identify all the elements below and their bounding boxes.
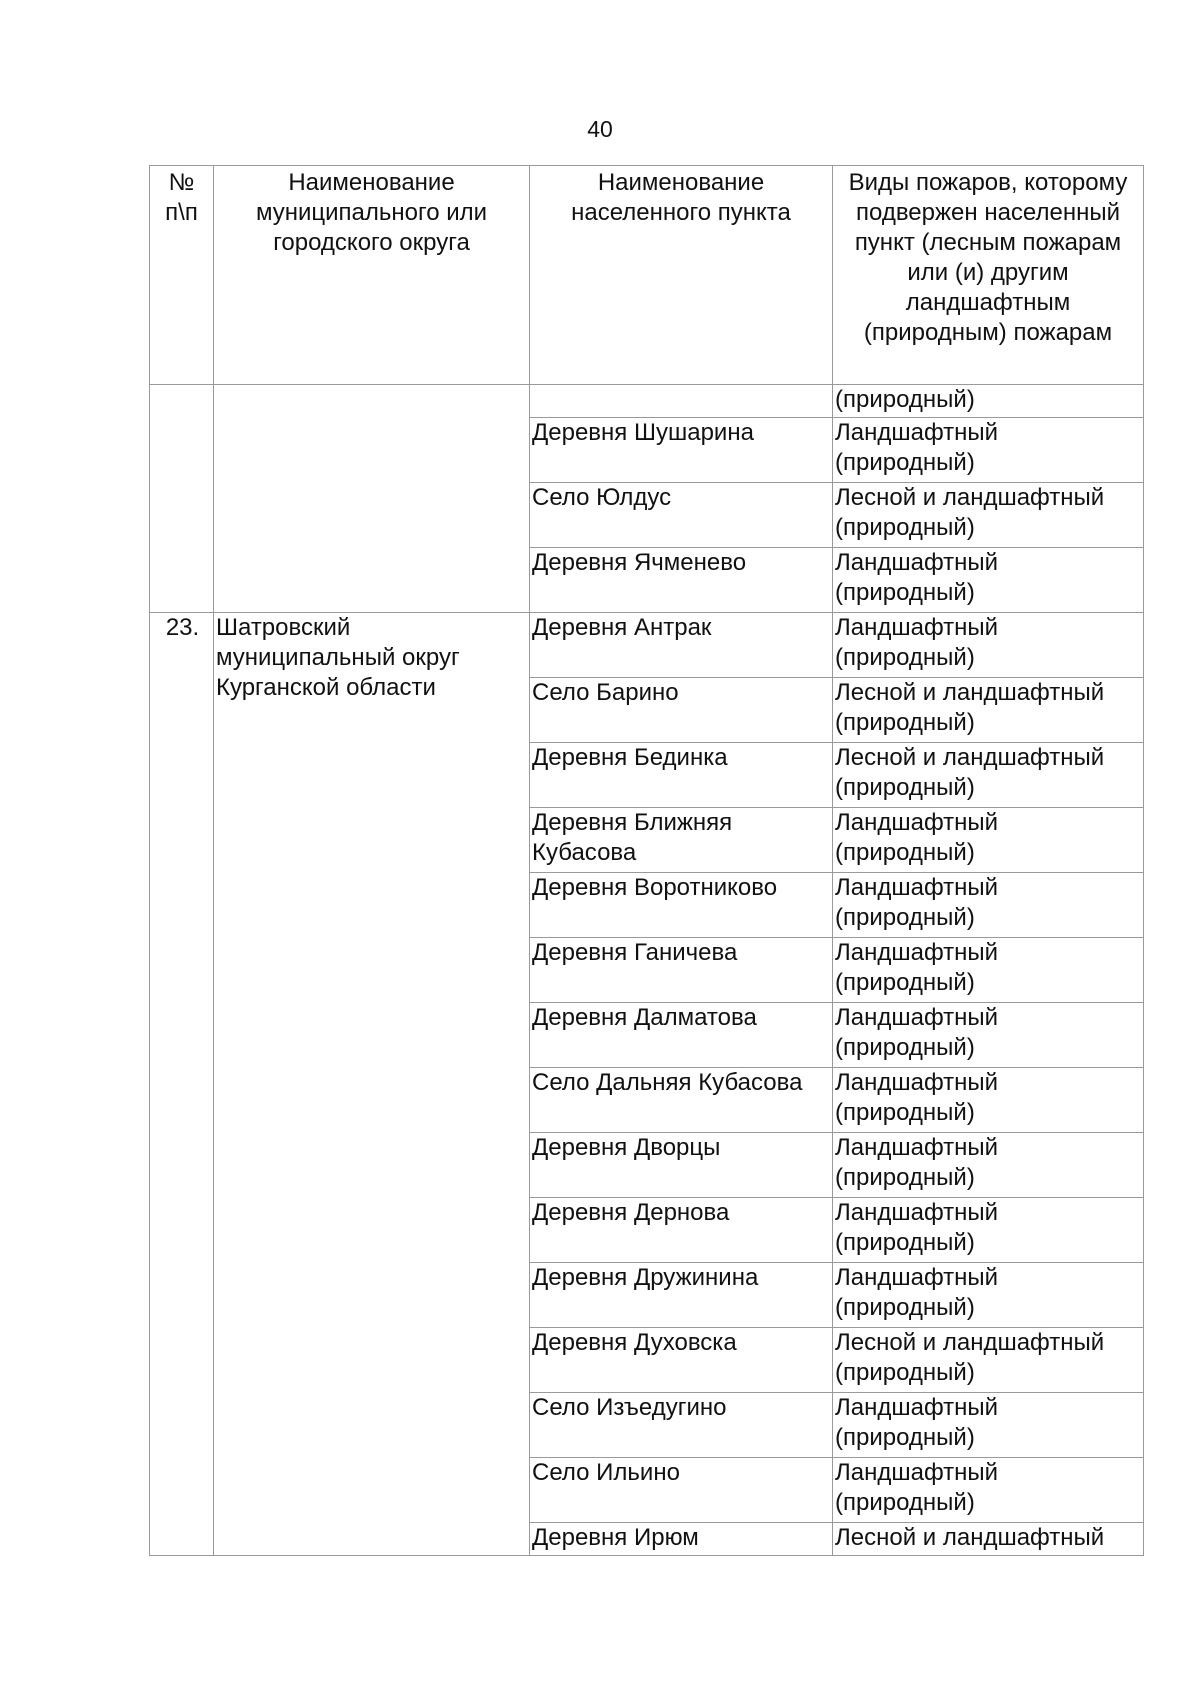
cell-fire-type: Ландшафтный (природный)	[833, 808, 1144, 873]
cell-fire-type: Ландшафтный (природный)	[833, 418, 1144, 483]
cell-fire-type: Лесной и ландшафтный (природный)	[833, 483, 1144, 548]
cell-fire-type: Лесной и ландшафтный (природный)	[833, 678, 1144, 743]
fire-settlements-table	[149, 165, 1144, 1556]
cell-district-empty	[214, 385, 530, 613]
cell-settlement: Село Ильино	[530, 1458, 833, 1523]
table-row	[150, 385, 1144, 418]
cell-fire-type: Лесной и ландшафтный (природный)	[833, 1328, 1144, 1393]
cell-fire-type: Ландшафтный (природный)	[833, 1263, 1144, 1328]
cell-settlement: Деревня Духовска	[530, 1328, 833, 1393]
cell-settlement: Село Изъедугино	[530, 1393, 833, 1458]
cell-settlement: Село Барино	[530, 678, 833, 743]
cell-settlement: Деревня Шушарина	[530, 418, 833, 483]
cell-settlement: Деревня Ирюм	[530, 1523, 833, 1556]
cell-fire-type: Лесной и ландшафтный (природный)	[833, 743, 1144, 808]
cell-settlement: Деревня Воротниково	[530, 873, 833, 938]
header-number: № п\п	[150, 166, 214, 385]
cell-number-empty	[150, 385, 214, 613]
cell-fire-type: Лесной и ландшафтный	[833, 1523, 1144, 1556]
cell-fire-type: Ландшафтный (природный)	[833, 548, 1144, 613]
cell-fire-type: Ландшафтный (природный)	[833, 1068, 1144, 1133]
cell-settlement: Деревня Бединка	[530, 743, 833, 808]
page-number: 40	[587, 116, 613, 142]
cell-fire-type: Ландшафтный (природный)	[833, 1393, 1144, 1458]
cell-settlement: Село Юлдус	[530, 483, 833, 548]
cell-settlement: Деревня Ближняя Кубасова	[530, 808, 833, 873]
cell-fire-type: Ландшафтный (природный)	[833, 1133, 1144, 1198]
cell-district: Шатровский муниципальный округ Курганской области	[214, 613, 530, 1556]
header-district: Наименование муниципального или городского округа	[214, 166, 530, 385]
cell-fire-type: Ландшафтный (природный)	[833, 1198, 1144, 1263]
cell-fire-type: Ландшафтный (природный)	[833, 1458, 1144, 1523]
cell-settlement: Деревня Антрак	[530, 613, 833, 678]
table-row	[150, 613, 1144, 678]
cell-fire-type: Ландшафтный (природный)	[833, 613, 1144, 678]
cell-fire-type: (природный)	[833, 385, 1144, 418]
header-settlement: Наименование населенного пункта	[530, 166, 833, 385]
cell-settlement: Деревня Дернова	[530, 1198, 833, 1263]
cell-settlement: Деревня Дворцы	[530, 1133, 833, 1198]
cell-settlement: Село Дальняя Кубасова	[530, 1068, 833, 1133]
cell-fire-type: Ландшафтный (природный)	[833, 873, 1144, 938]
cell-number: 23.	[150, 613, 214, 1556]
cell-settlement: Деревня Далматова	[530, 1003, 833, 1068]
cell-settlement: Деревня Ганичева	[530, 938, 833, 1003]
cell-settlement: Деревня Дружинина	[530, 1263, 833, 1328]
cell-settlement-empty	[530, 385, 833, 418]
header-fire-type: Виды пожаров, которому подвержен населенный пункт (лесным пожарам или (и) другим ландшафтным (природным) пожарам	[833, 166, 1144, 385]
cell-settlement: Деревня Ячменево	[530, 548, 833, 613]
table-header-row	[150, 166, 1144, 385]
cell-fire-type: Ландшафтный (природный)	[833, 938, 1144, 1003]
cell-fire-type: Ландшафтный (природный)	[833, 1003, 1144, 1068]
